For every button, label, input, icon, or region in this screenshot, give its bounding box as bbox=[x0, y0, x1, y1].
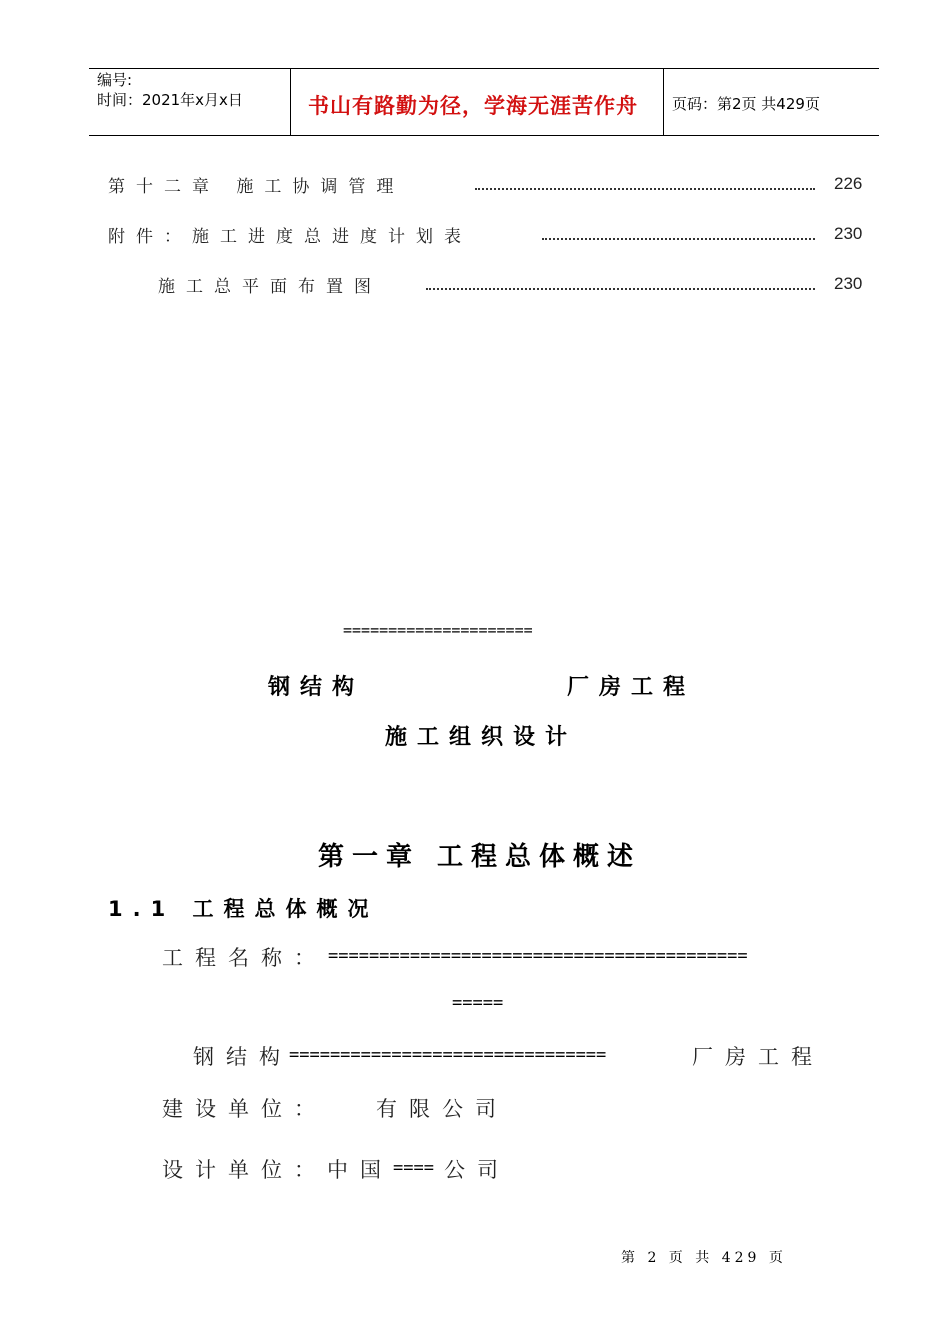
designer-value-a: 中国 bbox=[327, 1158, 393, 1182]
header-motto: 书山有路勤为径，学海无涯苦作舟 bbox=[308, 94, 638, 118]
project-line-left: 钢结构 bbox=[193, 1045, 292, 1069]
footer-page-number: 第 2 页 共 429 页 bbox=[621, 1250, 787, 1266]
title-separator: ===================== bbox=[343, 621, 533, 639]
toc-entry-page: 226 bbox=[834, 174, 863, 193]
header-time-label: 时间：2021年x月x日 bbox=[97, 91, 243, 109]
builder-label: 建设单位： bbox=[162, 1097, 327, 1121]
toc-entry-page: 230 bbox=[834, 224, 863, 243]
project-line-placeholder: =============================== bbox=[289, 1045, 607, 1065]
document-subtitle: 施工组织设计 bbox=[385, 725, 578, 750]
toc-entry-title: 施工总平面布置图 bbox=[158, 277, 382, 297]
project-name-placeholder-cont: ===== bbox=[452, 993, 504, 1013]
header-divider-2 bbox=[663, 68, 664, 136]
project-name-placeholder: ========================================= bbox=[328, 946, 748, 966]
header-number-label: 编号: bbox=[97, 71, 133, 89]
builder-value: 有限公司 bbox=[376, 1097, 508, 1121]
toc-leader-dots bbox=[475, 188, 815, 190]
header-divider-1 bbox=[290, 68, 291, 136]
designer-value-b: 公司 bbox=[444, 1158, 510, 1182]
project-line-right: 厂房工程 bbox=[692, 1045, 824, 1069]
header-top-rule bbox=[89, 68, 879, 69]
toc-entry-title: 附件：施工进度总进度计划表 bbox=[108, 227, 472, 247]
title-right: 厂房工程 bbox=[567, 675, 696, 700]
toc-entry-title: 第十二章 施工协调管理 bbox=[108, 177, 405, 197]
chapter-title: 第一章 工程总体概述 bbox=[318, 842, 642, 872]
title-left: 钢结构 bbox=[268, 675, 365, 700]
header-page-info: 页码：第2页 共429页 bbox=[672, 95, 820, 113]
header-bottom-rule bbox=[89, 135, 879, 136]
project-name-label: 工程名称： bbox=[162, 946, 327, 970]
toc-leader-dots bbox=[542, 238, 815, 240]
designer-value-placeholder: ==== bbox=[393, 1158, 434, 1178]
toc-entry-page: 230 bbox=[834, 274, 863, 293]
toc-leader-dots bbox=[426, 288, 815, 290]
designer-label: 设计单位： bbox=[162, 1158, 327, 1182]
section-heading: 1.1 工程总体概况 bbox=[108, 897, 379, 921]
